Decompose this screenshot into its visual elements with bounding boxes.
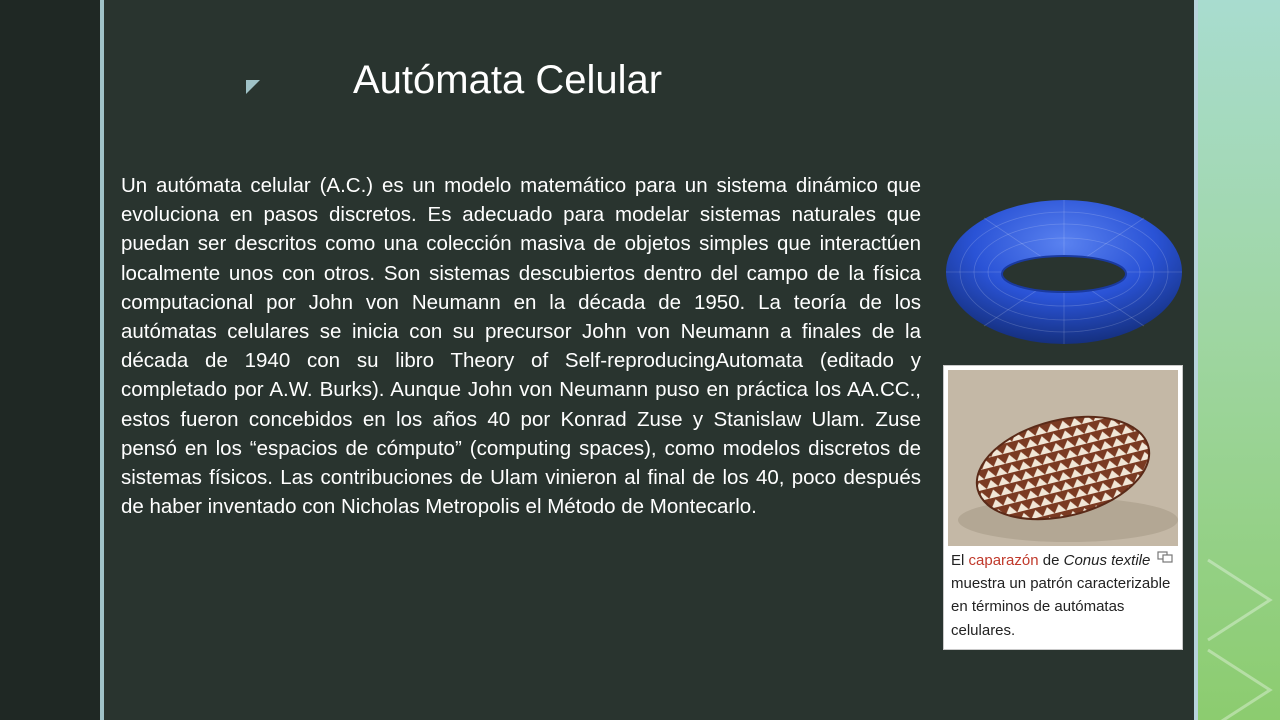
caption-part3: muestra un patrón caracterizable en términos de autómatas celulares. bbox=[951, 575, 1171, 639]
torus-image bbox=[944, 198, 1184, 350]
title-bullet-icon bbox=[246, 80, 260, 94]
caption-link[interactable]: caparazón bbox=[968, 552, 1039, 569]
figure-caption bbox=[951, 549, 1176, 642]
body-paragraph: Un autómata celular (A.C.) es un modelo matemático para un sistema dinámico que evoluciona en pasos discretos. Es adecuado para modelar sistemas naturales que puedan ser descritos como una colección masiva de objetos simples que interactúen localmente unos con otros. Son sistemas descubiertos dentro del campo de la física computacional por John von Neumann en la década de 1950. La teoría de los autómatas celulares se inicia con su precursor John von Neumann a finales de la década de 1940 con su libro Theory of Self-reproducingAutomata (editado y completado por A.W. Burks). Aunque John von Neumann puso en práctica los AA.CC., estos fueron concebidos en los años 40 por Konrad Zuse y Stanislaw Ulam. Zuse pensó en los “espacios de cómputo” (computing spaces), como modelos discretos de sistemas físicos. Las contribuciones de Ulam vinieron al final de los 40, poco después de haber inventado con Nicholas Metropolis el Método de Montecarlo. bbox=[121, 174, 921, 519]
right-decor-band bbox=[1198, 0, 1280, 720]
caption-species: Conus textile bbox=[1063, 552, 1151, 569]
caption-part1: El bbox=[951, 552, 969, 569]
caption-part2: de bbox=[1038, 552, 1064, 569]
shell-image bbox=[948, 370, 1178, 546]
slide-title: Autómata Celular bbox=[353, 58, 663, 102]
left-decor-band bbox=[0, 0, 100, 720]
shell-figure-card bbox=[943, 365, 1183, 650]
chevron-decor-icon bbox=[1198, 0, 1280, 720]
